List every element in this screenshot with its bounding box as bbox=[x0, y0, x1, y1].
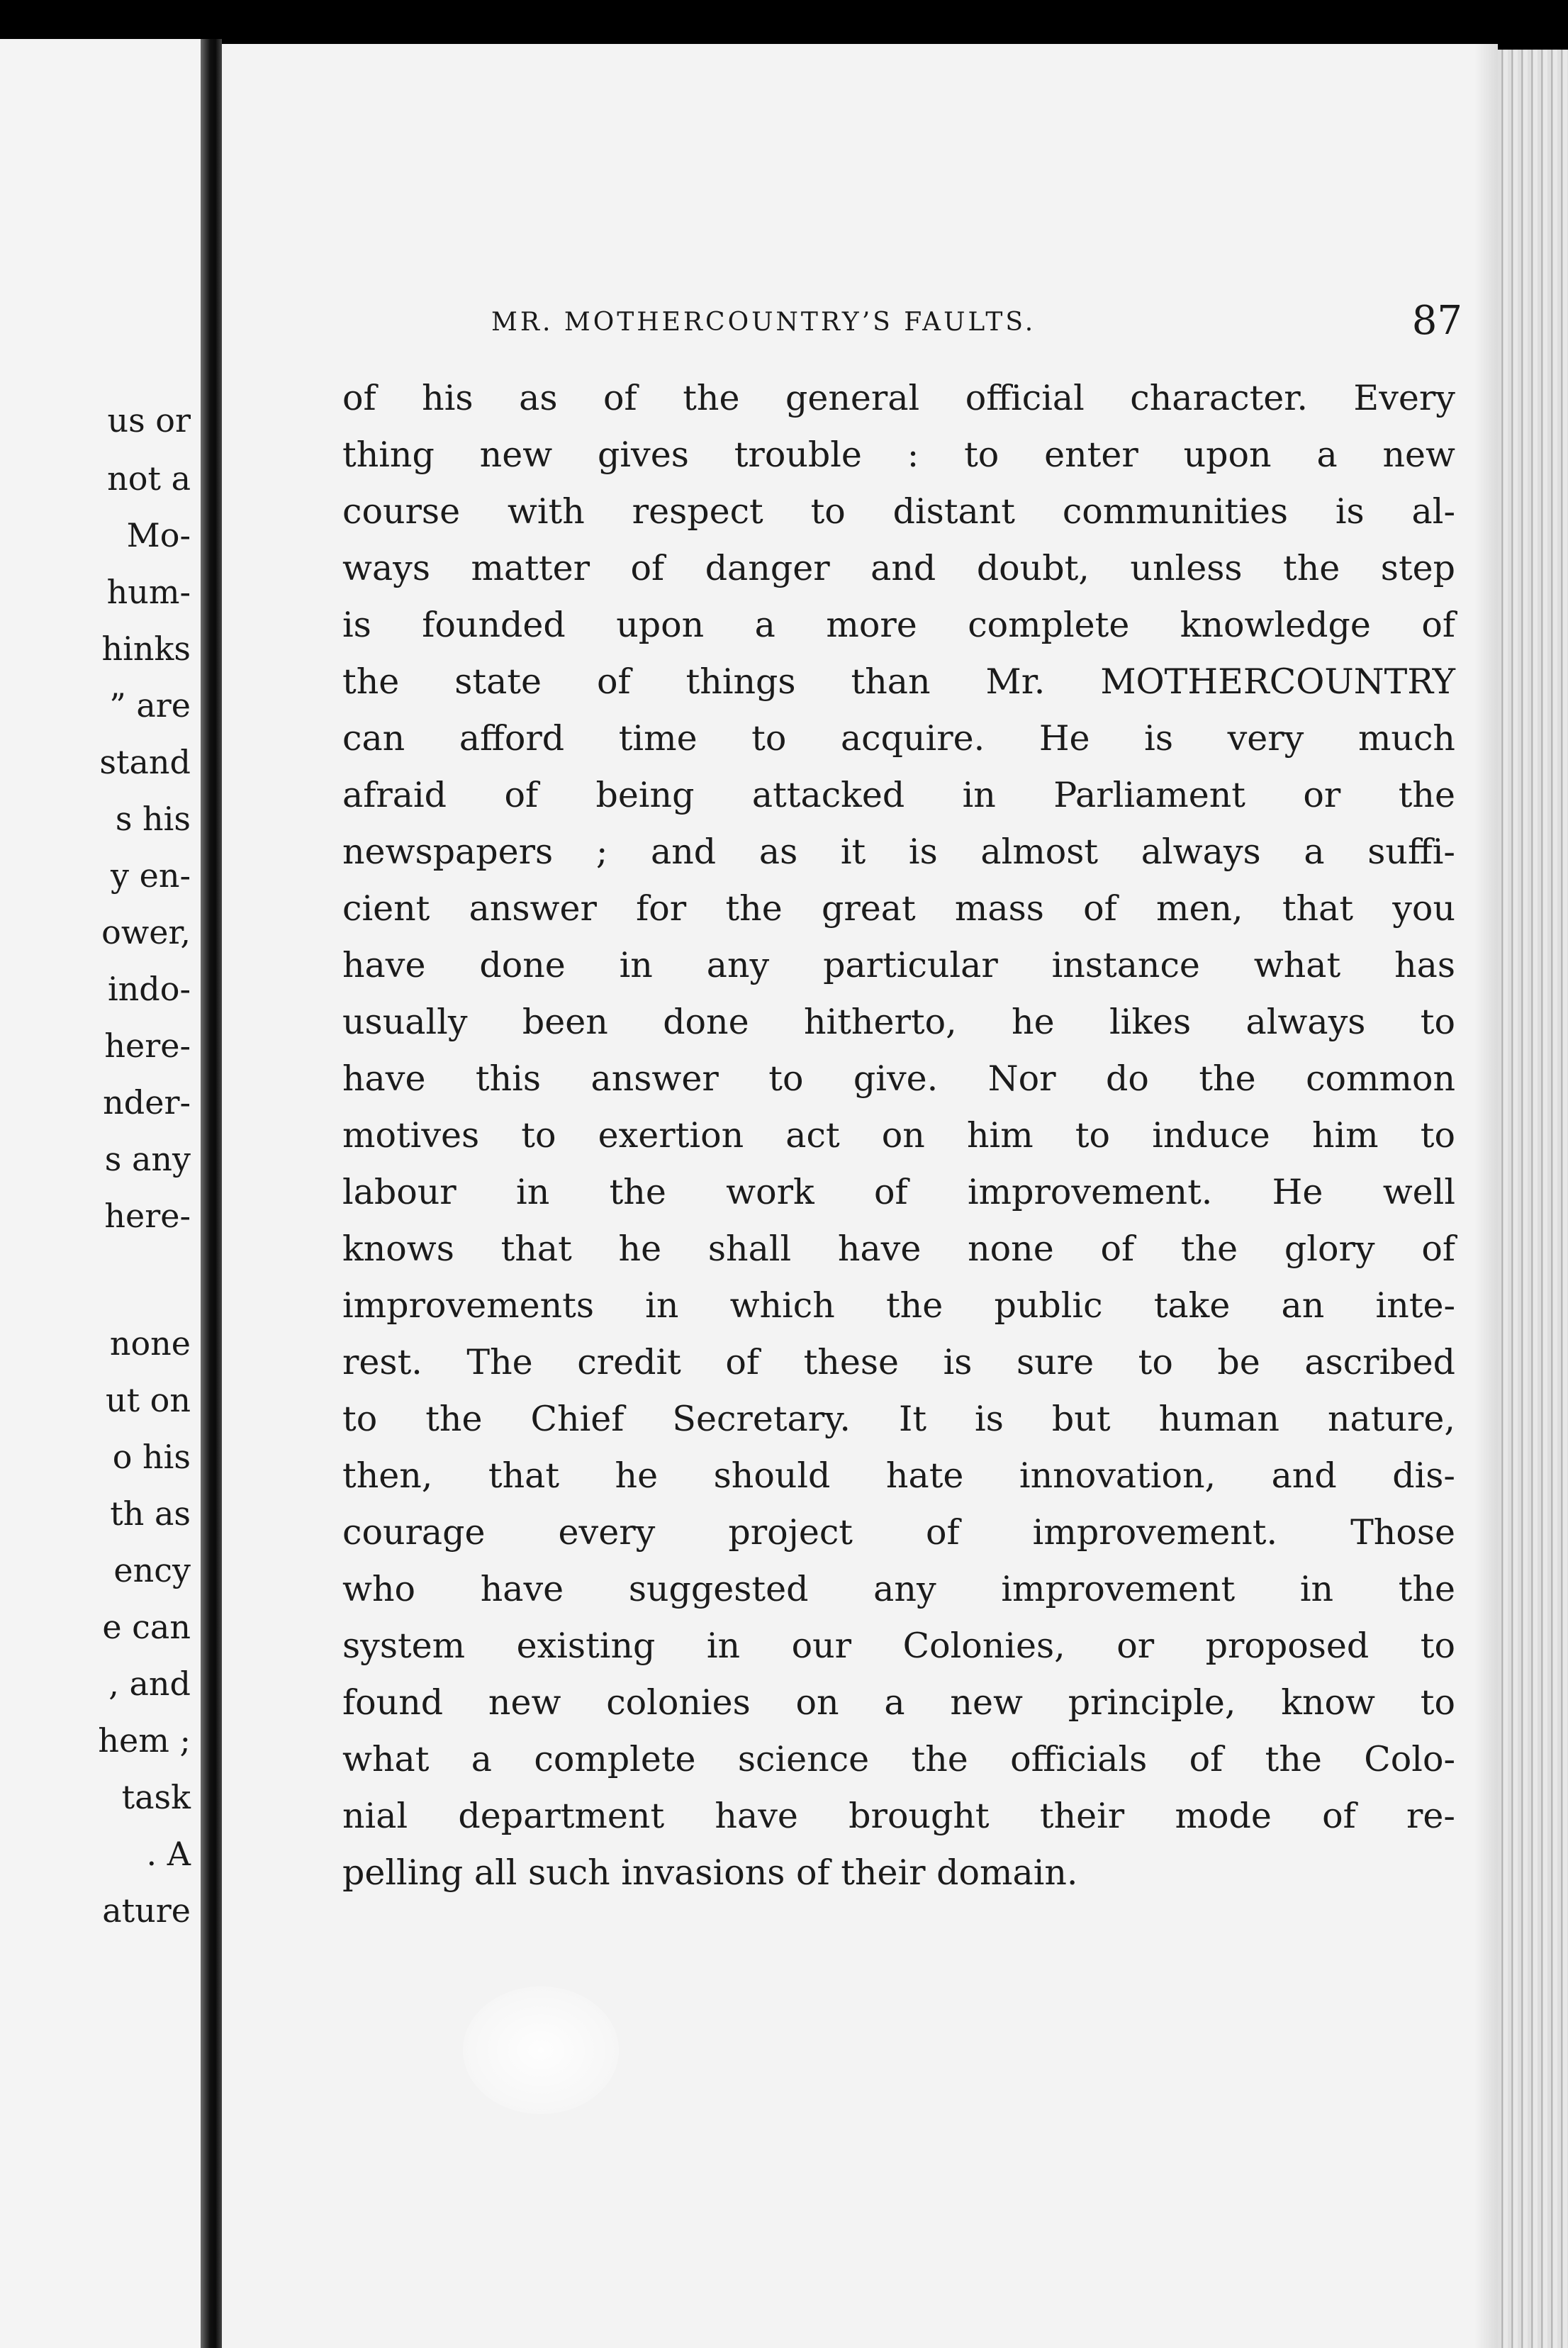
left-facing-page bbox=[0, 39, 201, 2348]
left-page-fragment: here- bbox=[104, 1197, 191, 1235]
right-page bbox=[222, 44, 1498, 2348]
text-line: to the Chief Secretary. It is but human nature, bbox=[342, 1399, 1455, 1439]
text-line: system existing in our Colonies, or proposed to bbox=[342, 1626, 1455, 1666]
text-line: the state of things than Mr. MOTHERCOUNTRY bbox=[342, 661, 1455, 702]
left-page-fragment: . A bbox=[146, 1835, 191, 1873]
left-page-fragment: here- bbox=[104, 1027, 191, 1065]
left-page-fragment: hem ; bbox=[98, 1721, 191, 1760]
left-page-fragment: us or bbox=[107, 401, 191, 440]
text-line: newspapers ; and as it is almost always a suffi- bbox=[342, 832, 1455, 872]
text-line: have this answer to give. Nor do the common bbox=[342, 1058, 1455, 1099]
left-page-fragment: nder- bbox=[103, 1083, 191, 1122]
left-page-fragment: y en- bbox=[110, 856, 191, 895]
running-head bbox=[491, 298, 1462, 347]
text-line: course with respect to distant communities is al- bbox=[342, 491, 1455, 532]
book-gutter bbox=[201, 39, 222, 2348]
left-page-fragment: not a bbox=[107, 459, 191, 498]
left-page-fragment: ” are bbox=[109, 686, 191, 725]
text-line: improvements in which the public take an inte- bbox=[342, 1285, 1455, 1326]
left-page-fragment: hinks bbox=[101, 630, 191, 668]
text-line: ways matter of danger and doubt, unless the step bbox=[342, 548, 1455, 588]
text-line: who have suggested any improvement in the bbox=[342, 1569, 1455, 1609]
left-page-fragment: e can bbox=[102, 1608, 191, 1646]
text-line: found new colonies on a new principle, know to bbox=[342, 1682, 1455, 1723]
page-number: 87 bbox=[1411, 298, 1462, 344]
page-smudge bbox=[463, 1986, 619, 2114]
text-line: what a complete science the officials of the Colo- bbox=[342, 1739, 1455, 1779]
left-page-fragment: ature bbox=[102, 1891, 191, 1930]
left-page-fragment: indo- bbox=[107, 970, 191, 1008]
text-line: then, that he should hate innovation, and dis- bbox=[342, 1455, 1455, 1496]
text-line: thing new gives trouble : to enter upon a new bbox=[342, 435, 1455, 475]
text-line: afraid of being attacked in Parliament or the bbox=[342, 775, 1455, 815]
left-page-fragment: ut on bbox=[105, 1381, 191, 1419]
left-page-fragment: o his bbox=[112, 1438, 191, 1476]
left-page-fragment: hum- bbox=[106, 573, 191, 611]
left-page-fragment: Mo- bbox=[126, 516, 191, 554]
text-line: labour in the work of improvement. He well bbox=[342, 1172, 1455, 1212]
text-line: nial department have brought their mode of re- bbox=[342, 1796, 1455, 1836]
left-page-fragment: stand bbox=[99, 743, 191, 781]
text-line: motives to exertion act on him to induce him to bbox=[342, 1115, 1455, 1156]
text-line: have done in any particular instance what has bbox=[342, 945, 1455, 985]
left-page-fragment: ower, bbox=[101, 913, 191, 951]
text-line: is founded upon a more complete knowledge of bbox=[342, 605, 1455, 645]
left-page-fragment: , and bbox=[108, 1665, 191, 1703]
text-line: courage every project of improvement. Those bbox=[342, 1512, 1455, 1553]
text-line: pelling all such invasions of their domain. bbox=[342, 1852, 1078, 1893]
left-page-fragment: task bbox=[121, 1778, 191, 1816]
text-line: of his as of the general official character. Every bbox=[342, 378, 1455, 418]
body-text bbox=[342, 370, 1455, 1901]
text-line: can afford time to acquire. He is very much bbox=[342, 718, 1455, 759]
text-line: knows that he shall have none of the glory of bbox=[342, 1229, 1455, 1269]
left-page-fragment: th as bbox=[110, 1494, 191, 1533]
left-page-fragment: s any bbox=[104, 1140, 191, 1178]
left-page-fragment: s his bbox=[115, 800, 191, 838]
text-line: usually been done hitherto, he likes always to bbox=[342, 1002, 1455, 1042]
text-line: rest. The credit of these is sure to be ascribed bbox=[342, 1342, 1455, 1382]
left-page-fragment: none bbox=[109, 1324, 191, 1363]
page-edges bbox=[1498, 50, 1568, 2348]
running-title: MR. MOTHERCOUNTRY’S FAULTS. bbox=[491, 308, 1036, 337]
text-line: cient answer for the great mass of men, that you bbox=[342, 888, 1455, 929]
left-page-fragment: ency bbox=[113, 1551, 191, 1589]
